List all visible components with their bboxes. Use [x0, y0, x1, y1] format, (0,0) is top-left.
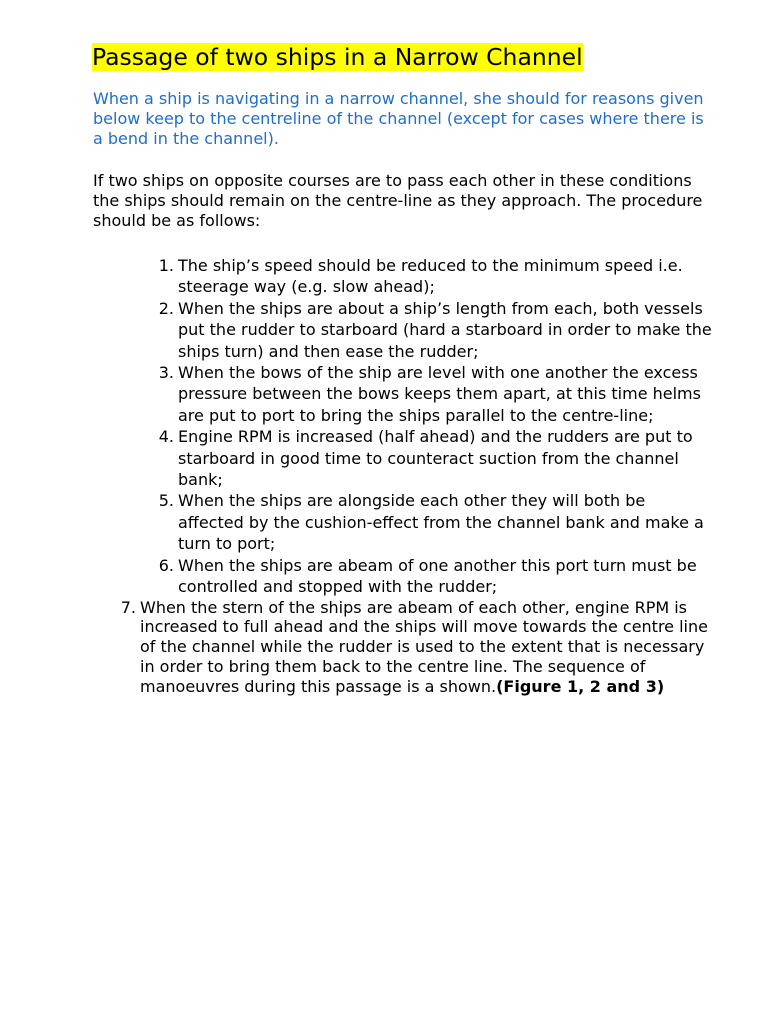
- step-text: When the ships are alongside each other they will both be affected by the cushion-effect from the channel bank and make a turn to port;: [178, 491, 704, 554]
- procedure-step: [93, 426, 713, 490]
- procedure-list: [93, 255, 713, 696]
- step-number: 3.: [158, 363, 174, 383]
- step-number: 7.: [120, 597, 136, 617]
- procedure-step: [93, 555, 713, 598]
- intro-paragraph: When a ship is navigating in a narrow channel, she should for reasons given below keep to the centreline of the channel (except for cases where there is a bend in the channel).: [93, 89, 704, 148]
- lead-paragraph: If two ships on opposite courses are to pass each other in these conditions the ships should remain on the centre-line as they approach. The procedure should be as follows:: [93, 171, 703, 230]
- step-text: When the ships are abeam of one another this port turn must be controlled and stopped with the rudder;: [178, 555, 697, 597]
- procedure-step: [93, 298, 713, 362]
- step-number: 5.: [158, 491, 174, 511]
- procedure-step: [93, 255, 713, 298]
- step-text: When the bows of the ship are level with one another the excess pressure between the bows keeps them apart, at this time helms are put to port to bring the ships parallel to the centre-line;: [178, 363, 701, 425]
- document-title-text: Passage of two ships in a Narrow Channel: [92, 43, 583, 71]
- step-number: 6.: [158, 555, 174, 575]
- step-number: 4.: [158, 427, 174, 447]
- step-text: Engine RPM is increased (half ahead) and the rudders are put to starboard in good time to counteract suction from the channel bank;: [178, 427, 693, 490]
- figure-reference: (Figure 1, 2 and 3): [496, 676, 665, 696]
- step-text: When the stern of the ships are abeam of each other, engine RPM is increased to full ahead and the ships will move towards the centre line of the channel while the rudder is used to the extent that is necessary in order to bring them back to the centre line. The sequence of manoeuvres during this passage is a shown.: [140, 597, 708, 696]
- step-text: When the ships are about a ship’s length from each, both vessels put the rudder to starboard (hard a starboard in order to make the ships turn) and then ease the rudder;: [178, 298, 712, 361]
- step-number: 2.: [158, 298, 174, 318]
- procedure-step: [93, 490, 713, 554]
- procedure-step: [93, 362, 713, 426]
- step-text: The ship’s speed should be reduced to the minimum speed i.e. steerage way (e.g. slow ahead);: [178, 256, 683, 297]
- document-title: [92, 42, 583, 72]
- step-number: 1.: [158, 256, 174, 275]
- procedure-step: [93, 598, 713, 697]
